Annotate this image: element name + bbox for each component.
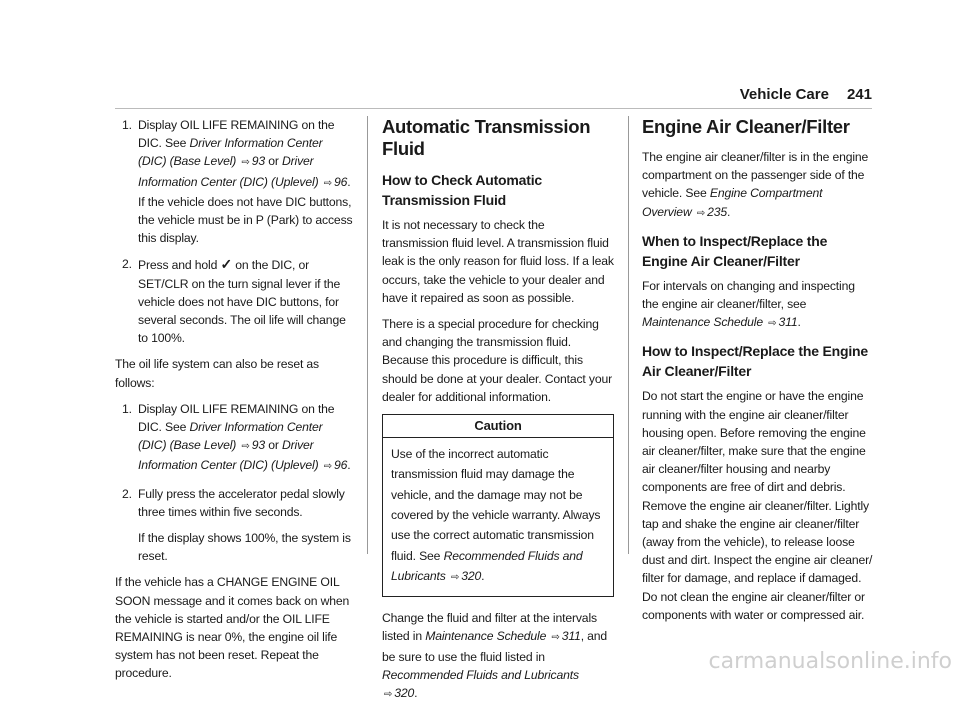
page-link[interactable]: 93 [251,154,265,169]
column-oil-life-reset [115,116,353,691]
page-header [740,86,872,103]
list-item: 2. Press and hold ✓ on the DIC, or SET/CLR on the turn signal lever if the vehicle does not have DIC buttons, for several seconds. The oil life will change to 100%. [122,256,346,346]
column-divider-1 [367,116,368,554]
paragraph: The engine air cleaner/filter is in the engine compartment on the passenger side of the vehicle. See Engine Compartment Overview ⇨ 235. [642,150,869,219]
page-link[interactable]: 96 [333,174,348,189]
column-transmission-fluid [382,116,614,712]
page-reference-icon: ⇨ [768,318,777,330]
list-item: 2. Fully press the accelerator pedal slowly three times within five seconds. [122,486,345,519]
column-divider-2 [628,116,629,554]
paragraph: Do not start the engine or have the engine running with the engine air cleaner/filter housing open. Before removing the engine air cleaner/filter, make sure that the engine air cleaner/filter housing and nearby components are free of dirt and debris. Remove the engine air cleaner/filter. Lightly tap and shake the engine air cleaner/filter (away from the vehicle), to release loose dust and dirt. Inspect the engine air cleaner/ filter for damage, and replace if damaged. Do not clean the engine air cleaner/filter or components with water or compressed air. [642,389,873,622]
page-link[interactable]: 320 [394,685,415,700]
page-reference-icon: ⇨ [323,177,332,189]
paragraph: If the vehicle has a CHANGE ENGINE OIL SOON message and it comes back on when the vehicle is started and/or the OIL LIFE REMAINING is near 0%, the engine oil life system has not been reset. Repeat the procedure. [115,575,350,681]
section-heading: Automatic Transmission Fluid [382,116,591,159]
cross-reference-link[interactable]: Maintenance Schedule [642,315,763,330]
page-link[interactable]: 93 [251,438,265,453]
watermark-text: carmanualsonline.info [708,649,952,674]
page-reference-icon: ⇨ [450,571,460,583]
page-reference-icon: ⇨ [323,461,332,473]
page-link[interactable]: 320 [461,568,482,583]
checkmark-icon: ✓ [220,256,233,273]
page-reference-icon: ⇨ [551,632,560,644]
page-reference-icon: ⇨ [696,207,706,219]
paragraph: The oil life system can also be reset as follows: [115,357,319,390]
section-title: Vehicle Care [739,86,829,103]
caution-box [382,414,614,597]
page-link[interactable]: 235 [707,204,727,219]
cross-reference-link[interactable]: Recommended Fluids and Lubricants [391,548,583,583]
subsection-heading: How to Check Automatic Transmission Fluid [382,172,542,208]
cross-reference-link[interactable]: Driver Information Center (DIC) (Base Level) [138,420,323,453]
section-heading: Engine Air Cleaner/Filter [642,116,850,137]
column-air-filter [642,116,874,632]
list-item: 1. Display OIL LIFE REMAINING on the DIC. See Driver Information Center (DIC) (Base Level) ⇨ 93 or Driver Information Center (DIC) (Uplevel) ⇨ 96. If the vehicle does not have DIC buttons, the vehicle must be in P (Park) to access this display. [122,118,353,246]
list-item-note: If the display shows 100%, the system is reset. [138,531,351,564]
paragraph: There is a special procedure for checking and changing the transmission fluid. Because this procedure is difficult, this should be done at your dealer. Contact your dealer for additional information. [382,317,613,404]
cross-reference-link[interactable]: Driver Information Center (DIC) (Base Level) [138,136,323,169]
cross-reference-link[interactable]: Driver Information Center (DIC) (Uplevel) [138,154,319,189]
paragraph: It is not necessary to check the transmission fluid level. A transmission fluid leak is the only reason for fluid loss. If a leak occurs, take the vehicle to your dealer and have it repaired as soon as possible. [382,218,614,305]
page-reference-icon: ⇨ [241,157,250,169]
paragraph: For intervals on changing and inspecting the engine air cleaner/filter, see Maintenance Schedule ⇨ 311. [642,278,855,330]
cross-reference-link[interactable]: Engine Compartment Overview [642,186,823,219]
caution-title: Caution [383,415,613,438]
paragraph: Change the fluid and filter at the intervals listed in Maintenance Schedule ⇨ 311, and be sure to use the fluid listed in Recommended Fluids and Lubricants ⇨ 320. [382,611,608,700]
cross-reference-link[interactable]: Recommended Fluids and Lubricants [382,667,579,682]
page-reference-icon: ⇨ [241,441,250,453]
page-reference-icon: ⇨ [384,688,393,700]
cross-reference-link[interactable]: Driver Information Center (DIC) (Uplevel) [138,438,319,473]
page-link[interactable]: 96 [333,458,348,473]
list-item: 1. Display OIL LIFE REMAINING on the DIC. See Driver Information Center (DIC) (Base Level) ⇨ 93 or Driver Information Center (DIC) (Uplevel) ⇨ 96. [122,401,351,473]
subsection-heading: When to Inspect/Replace the Engine Air Cleaner/Filter [642,232,828,269]
cross-reference-link[interactable]: Maintenance Schedule [425,629,547,644]
subsection-heading: How to Inspect/Replace the Engine Air Cleaner/Filter [642,343,868,380]
page-link[interactable]: 311 [561,629,581,644]
header-divider [115,108,872,109]
caution-body: Use of the incorrect automatic transmission fluid may damage the vehicle, and the damage may not be covered by the vehicle warranty. Always use the correct automatic transmission fluid. See Recommended Fluids and Lubricants ⇨ 320. [391,447,601,583]
page-number: 241 [846,86,872,103]
page-link[interactable]: 311 [778,315,798,330]
